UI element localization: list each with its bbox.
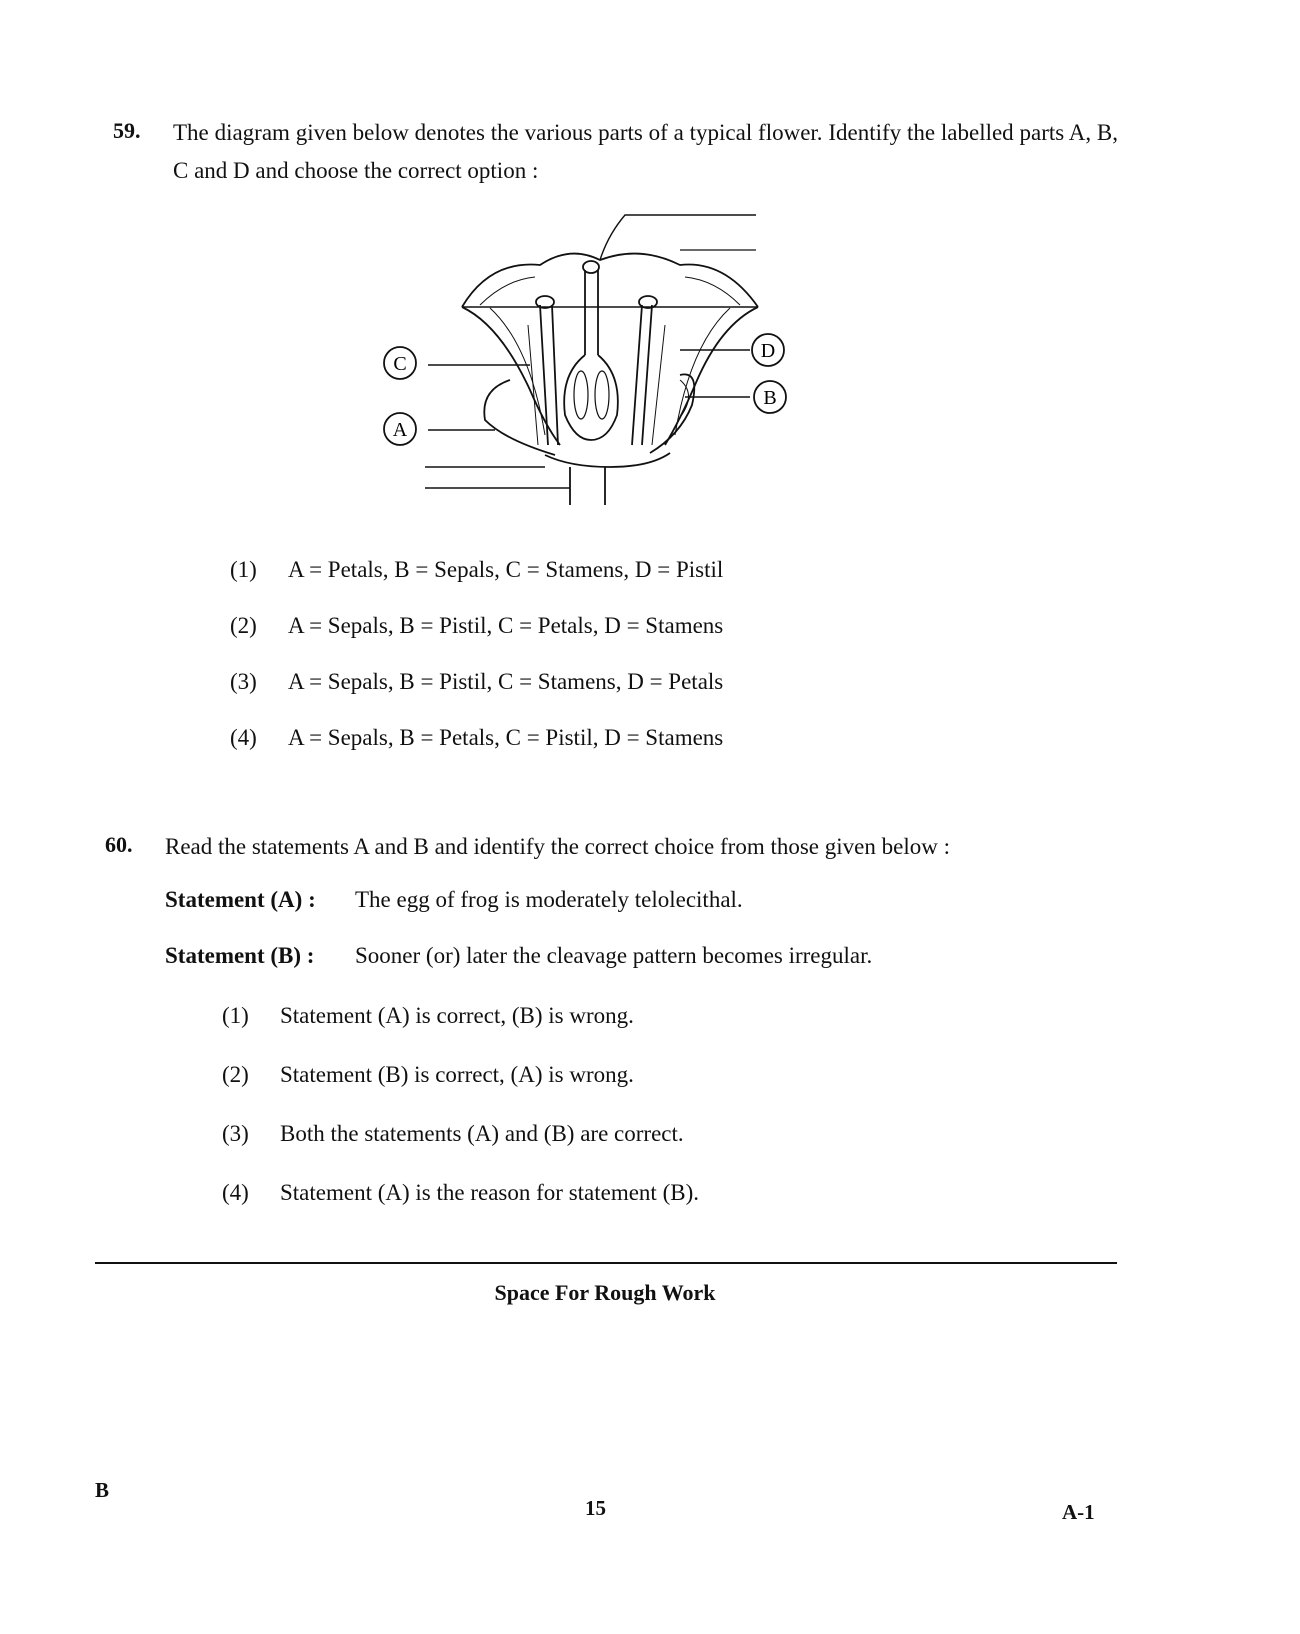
rough-work-label: Space For Rough Work xyxy=(494,1280,716,1305)
option-text: Statement (B) is correct, (A) is wrong. xyxy=(280,1062,634,1087)
label-b-text: B xyxy=(763,387,777,409)
option-number: (2) xyxy=(222,1062,249,1087)
option-text: A = Sepals, B = Pistil, C = Stamens, D = Petals xyxy=(288,669,724,694)
label-a-marker xyxy=(384,413,416,445)
option-number: (1) xyxy=(230,557,257,582)
q59-option-3[interactable] xyxy=(230,669,723,695)
question-60-number: 60. xyxy=(105,832,133,857)
label-d-text: D xyxy=(760,340,776,362)
statement-a xyxy=(165,887,743,913)
statement-b xyxy=(165,943,872,969)
q60-option-3[interactable] xyxy=(222,1121,684,1147)
option-text: Statement (A) is the reason for statement (B). xyxy=(280,1180,699,1205)
option-text: A = Sepals, B = Pistil, C = Petals, D = Stamens xyxy=(288,613,724,638)
q60-option-2[interactable] xyxy=(222,1062,634,1088)
q59-option-1[interactable] xyxy=(230,557,723,583)
label-b-marker xyxy=(754,381,786,413)
footer-paper-code: A-1 xyxy=(1062,1500,1095,1524)
label-c-marker xyxy=(384,347,416,379)
q60-option-4[interactable] xyxy=(222,1180,699,1206)
question-60-text: Read the statements A and B and identify the correct choice from those given below : xyxy=(165,834,950,859)
label-a-text: A xyxy=(392,419,408,441)
short-rule xyxy=(545,1262,675,1263)
option-text: Both the statements (A) and (B) are correct. xyxy=(280,1121,684,1146)
footer-set-code: B xyxy=(95,1478,110,1502)
label-c-text: C xyxy=(393,353,407,375)
option-number: (4) xyxy=(230,725,257,750)
q60-option-1[interactable] xyxy=(222,1003,634,1029)
option-number: (4) xyxy=(222,1180,249,1205)
statement-a-label: Statement (A) : xyxy=(165,887,316,912)
question-59-text: The diagram given below denotes the various parts of a typical flower. Identify the labelled parts A, B, C and D and choose the correct option : xyxy=(173,120,1118,183)
label-d-marker xyxy=(752,334,784,366)
flower-drawing xyxy=(425,215,758,505)
q59-option-4[interactable] xyxy=(230,725,723,751)
option-text: A = Sepals, B = Petals, C = Pistil, D = Stamens xyxy=(288,725,724,750)
option-number: (3) xyxy=(222,1121,249,1146)
q59-option-2[interactable] xyxy=(230,613,723,639)
flower-diagram xyxy=(380,205,840,525)
option-text: A = Petals, B = Sepals, C = Stamens, D = Pistil xyxy=(288,557,724,582)
page-number: 15 xyxy=(585,1496,606,1520)
option-text: Statement (A) is correct, (B) is wrong. xyxy=(280,1003,634,1028)
statement-b-text: Sooner (or) later the cleavage pattern becomes irregular. xyxy=(355,943,873,968)
statement-b-label: Statement (B) : xyxy=(165,943,315,968)
option-number: (3) xyxy=(230,669,257,694)
option-number: (1) xyxy=(222,1003,249,1028)
question-59-number: 59. xyxy=(113,118,141,143)
statement-a-text: The egg of frog is moderately telolecithal. xyxy=(355,887,743,912)
option-number: (2) xyxy=(230,613,257,638)
